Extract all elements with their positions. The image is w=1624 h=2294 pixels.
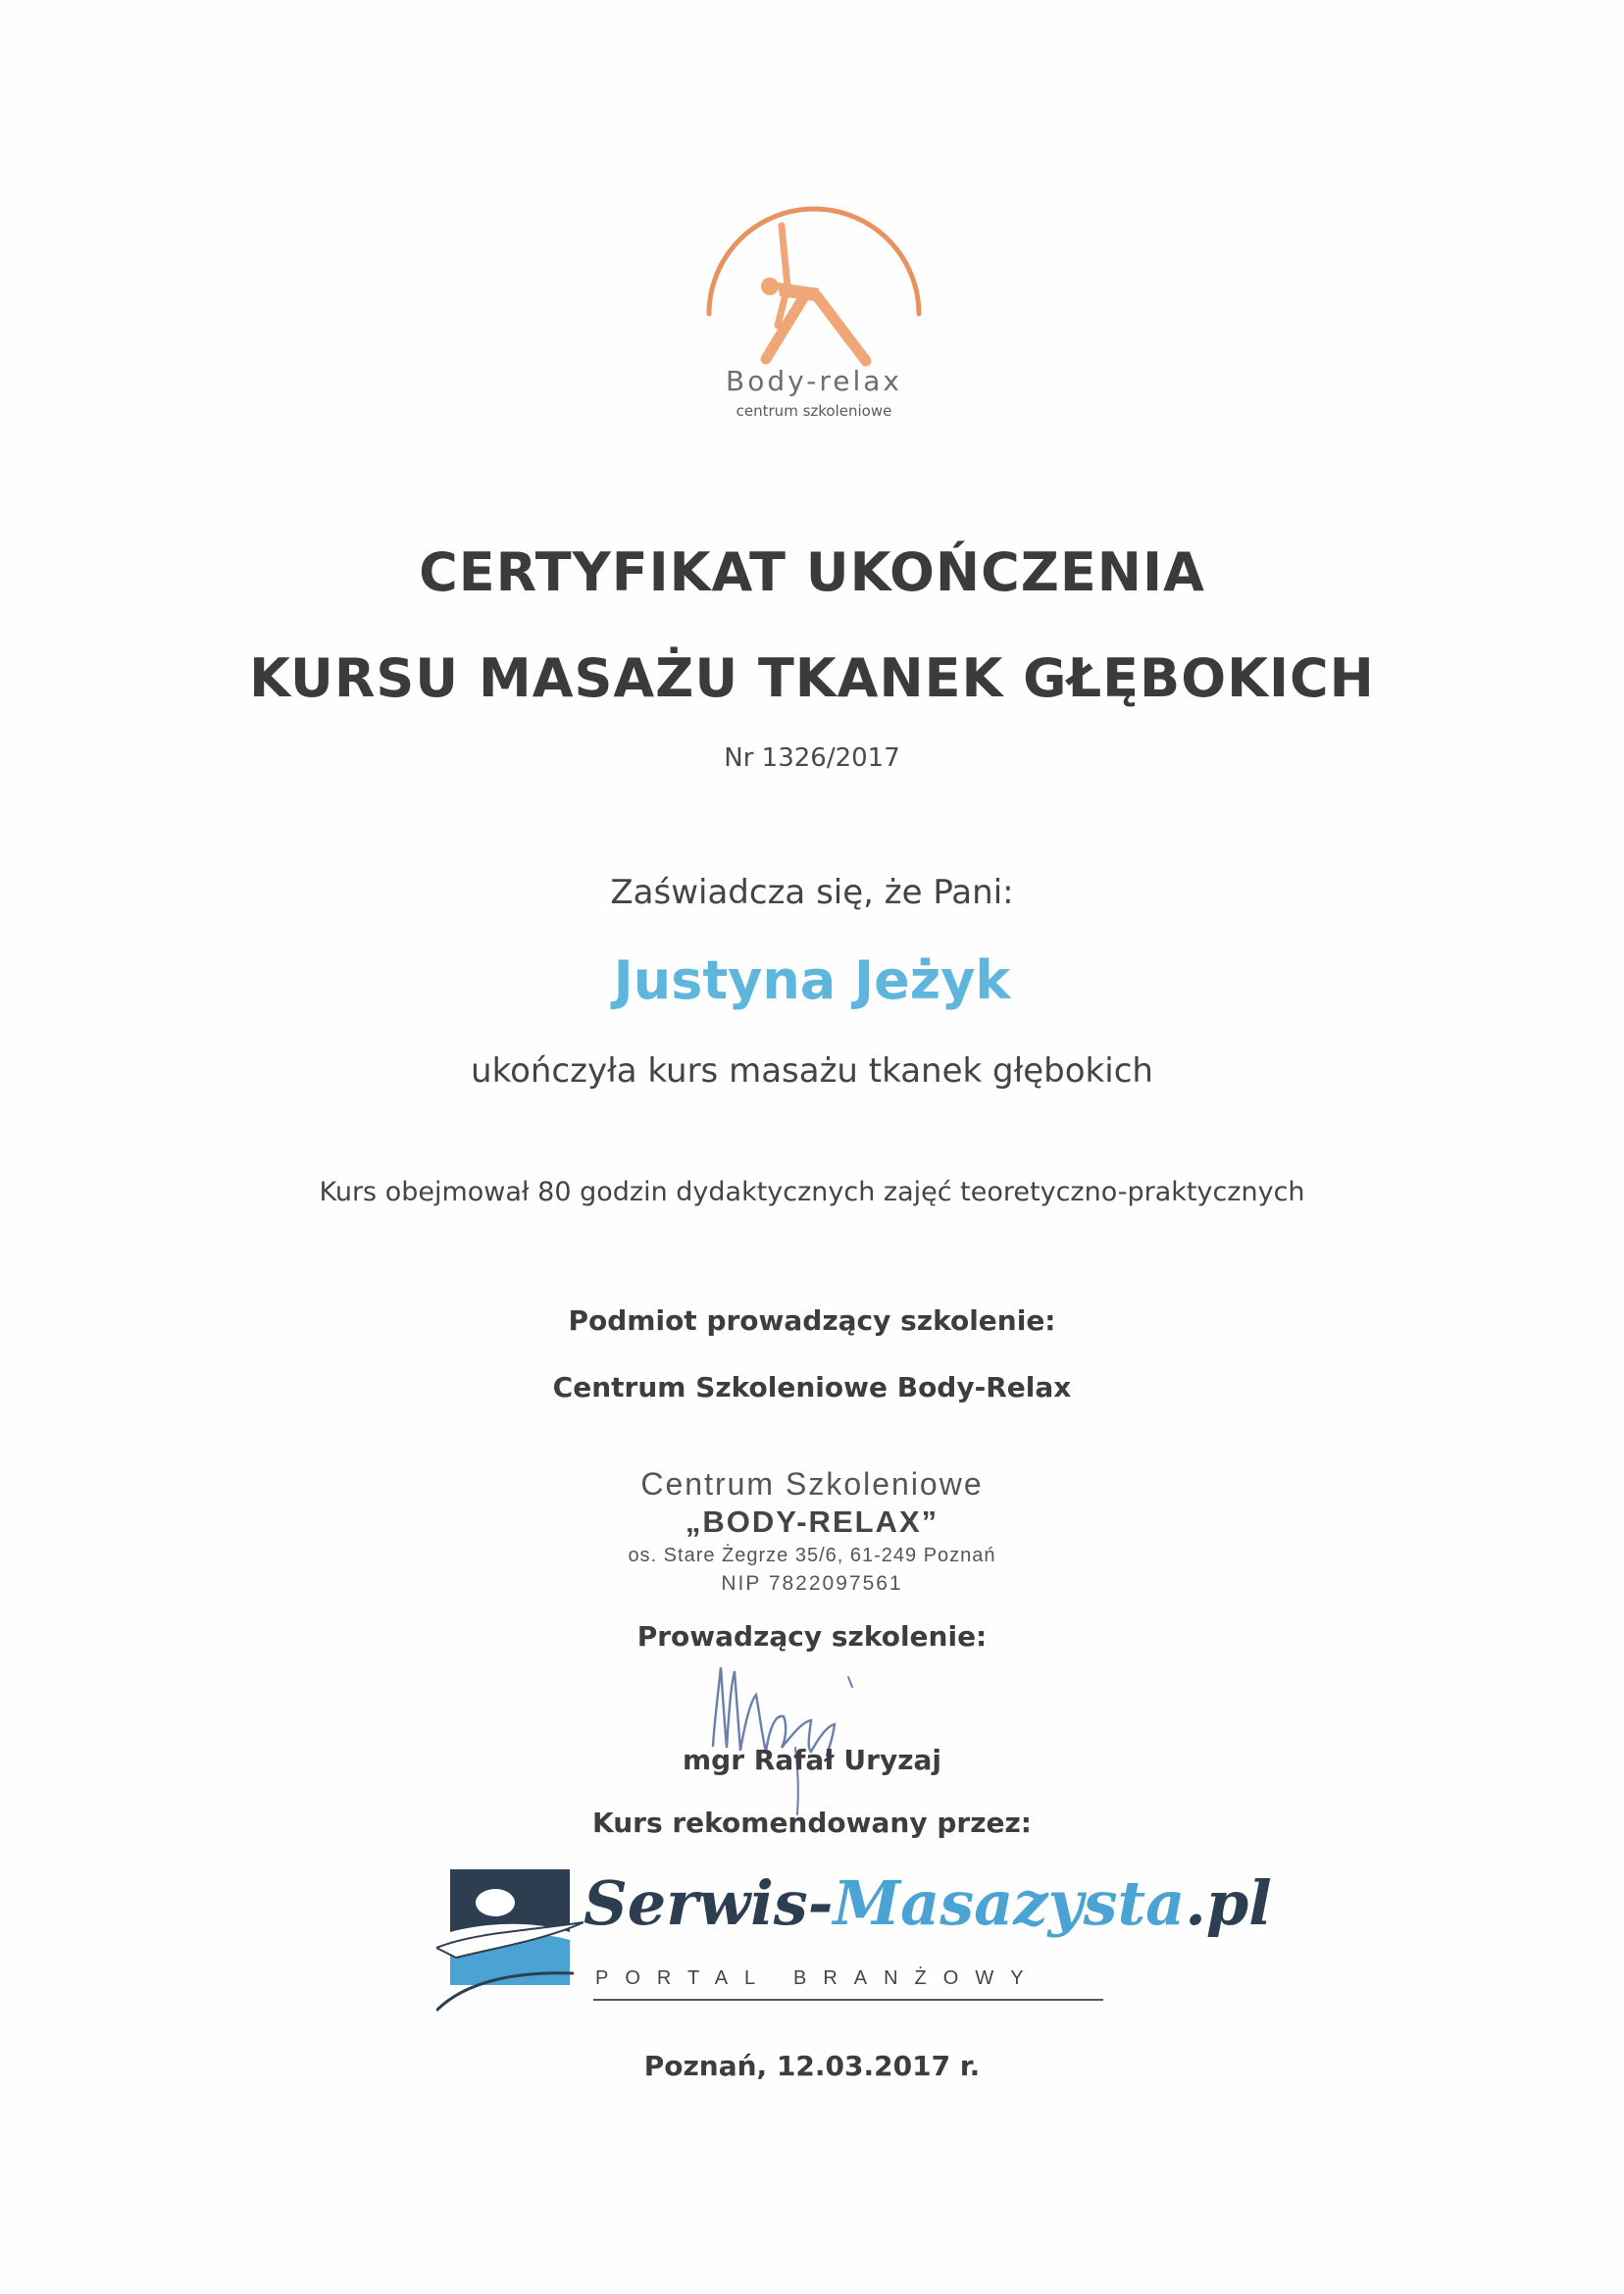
body-relax-logo bbox=[701, 196, 927, 441]
yoga-figure-icon bbox=[701, 196, 927, 373]
signature-icon bbox=[701, 1657, 897, 1824]
stamp-address: os. Stare Żegrze 35/6, 61-249 Poznań bbox=[628, 1545, 996, 1566]
place-and-date: Poznań, 12.03.2017 r. bbox=[643, 2050, 981, 2082]
course-hours-note: Kurs obejmował 80 godzin dydaktycznych zajęć teoretyczno-praktycznych bbox=[319, 1177, 1305, 1207]
partner-tagline: PORTAL BRANŻOWY bbox=[595, 1967, 1040, 1989]
serwis-masazysta-logo bbox=[436, 1863, 1272, 2020]
logo-name: Body-relax bbox=[726, 365, 902, 397]
partner-underline bbox=[593, 1999, 1103, 2001]
logo-subtitle: centrum szkoleniowe bbox=[736, 402, 892, 420]
certificate-title-line2: KURSU MASAŻU TKANEK GŁĘBOKICH bbox=[249, 647, 1375, 709]
recommendation-label: Kurs rekomendowany przez: bbox=[592, 1807, 1032, 1839]
stamp-line-1: Centrum Szkoleniowe bbox=[640, 1466, 984, 1502]
provider-name: Centrum Szkoleniowe Body-Relax bbox=[552, 1371, 1072, 1403]
completion-text: ukończyła kurs masażu tkanek głębokich bbox=[471, 1051, 1153, 1091]
partner-brand-part3: .pl bbox=[1185, 1867, 1272, 1939]
partner-brand-name bbox=[584, 1867, 1272, 1939]
trainer-label: Prowadzący szkolenie: bbox=[636, 1620, 988, 1653]
certificate-title-line1: CERTYFIKAT UKOŃCZENIA bbox=[419, 541, 1205, 603]
stamp-line-2: „BODY-RELAX” bbox=[685, 1504, 939, 1539]
partner-brand-part1: Serwis- bbox=[584, 1867, 834, 1939]
attestation-text: Zaświadcza się, że Pani: bbox=[610, 873, 1014, 912]
recipient-name: Justyna Jeżyk bbox=[613, 949, 1011, 1011]
trainer-name: mgr Rafał Uryzaj bbox=[682, 1744, 942, 1776]
provider-label: Podmiot prowadzący szkolenie: bbox=[568, 1304, 1056, 1337]
stamp-nip: NIP 7822097561 bbox=[721, 1572, 903, 1595]
partner-mark-icon bbox=[436, 1863, 584, 2020]
certificate-number: Nr 1326/2017 bbox=[724, 743, 900, 773]
partner-brand-part2: Masazysta bbox=[833, 1867, 1186, 1939]
